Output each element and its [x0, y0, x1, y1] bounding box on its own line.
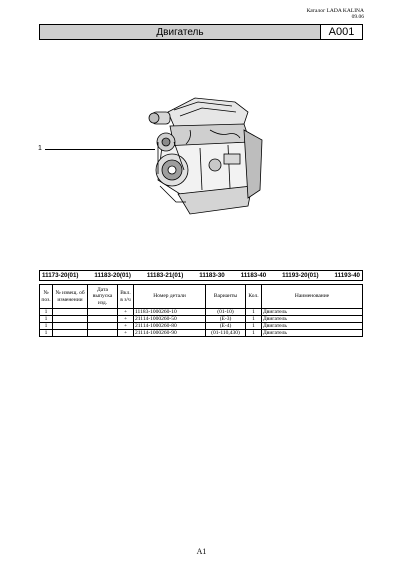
cell-part: 21114-1000260-90 [134, 330, 206, 337]
model-code: 11173-20(01) [42, 272, 79, 279]
cell-part: 11183-1000260-10 [134, 309, 206, 316]
cell-pos: 1 [40, 330, 53, 337]
cell-date [88, 316, 118, 323]
model-code: 11193-40 [334, 272, 360, 279]
cell-date [88, 330, 118, 337]
figure-callout-number: 1 [38, 145, 42, 152]
cell-name: Двигатель [262, 323, 363, 330]
cell-notice [53, 323, 88, 330]
cell-notice [53, 309, 88, 316]
table-row [40, 323, 363, 330]
cell-incl: + [118, 330, 134, 337]
cell-date [88, 309, 118, 316]
catalog-name: Каталог LADA KALINA [306, 8, 364, 14]
model-code: 11183-21(01) [146, 272, 184, 279]
catalog-date: 09.06 [351, 14, 364, 20]
cell-name: Двигатель [262, 309, 363, 316]
col-header-incl: Вкл. в з/ч [118, 285, 134, 309]
cell-incl: + [118, 316, 134, 323]
section-title: Двигатель [156, 26, 204, 38]
cell-part: 21114-1000260-80 [134, 323, 206, 330]
section-code: A001 [320, 25, 362, 39]
table-row [40, 316, 363, 323]
table-row [40, 309, 363, 316]
col-header-pos: № поз. [40, 285, 53, 309]
cell-qty: 1 [246, 309, 262, 316]
col-header-variants: Варианты [206, 285, 246, 309]
parts-table [39, 284, 363, 337]
col-header-qty: Кол. [246, 285, 262, 309]
cell-variants: (E-4) [206, 323, 246, 330]
cell-variants: (01-10) [206, 309, 246, 316]
cell-pos: 1 [40, 323, 53, 330]
cell-name: Двигатель [262, 330, 363, 337]
cell-name: Двигатель [262, 316, 363, 323]
table-row [40, 330, 363, 337]
cell-notice [53, 330, 88, 337]
col-header-part: Номер детали [134, 285, 206, 309]
cell-pos: 1 [40, 316, 53, 323]
section-title-bar [39, 24, 363, 40]
col-header-notice: № извещ. об изменении [53, 285, 88, 309]
cell-date [88, 323, 118, 330]
col-header-name: Наименование [262, 285, 363, 309]
model-code: 11183-30 [199, 272, 225, 279]
cell-variants: (01-110,430) [206, 330, 246, 337]
model-code: 11183-40 [240, 272, 267, 279]
engine-illustration [140, 90, 265, 225]
cell-qty: 1 [246, 316, 262, 323]
cell-variants: (E-3) [206, 316, 246, 323]
model-applicability-bar [39, 270, 363, 281]
table-header-row [40, 285, 363, 309]
cell-qty: 1 [246, 323, 262, 330]
cell-pos: 1 [40, 309, 53, 316]
cell-incl: + [118, 309, 134, 316]
catalog-header [307, 8, 364, 20]
cell-incl: + [118, 323, 134, 330]
model-code: 11183-20(01) [94, 272, 131, 279]
model-code: 11193-20(01) [282, 272, 319, 279]
cell-notice [53, 316, 88, 323]
cell-qty: 1 [246, 330, 262, 337]
col-header-date: Дата выпуска изд. [88, 285, 118, 309]
cell-part: 21114-1000260-50 [134, 316, 206, 323]
page-number: A1 [196, 547, 207, 556]
callout-leader-line [45, 149, 155, 150]
